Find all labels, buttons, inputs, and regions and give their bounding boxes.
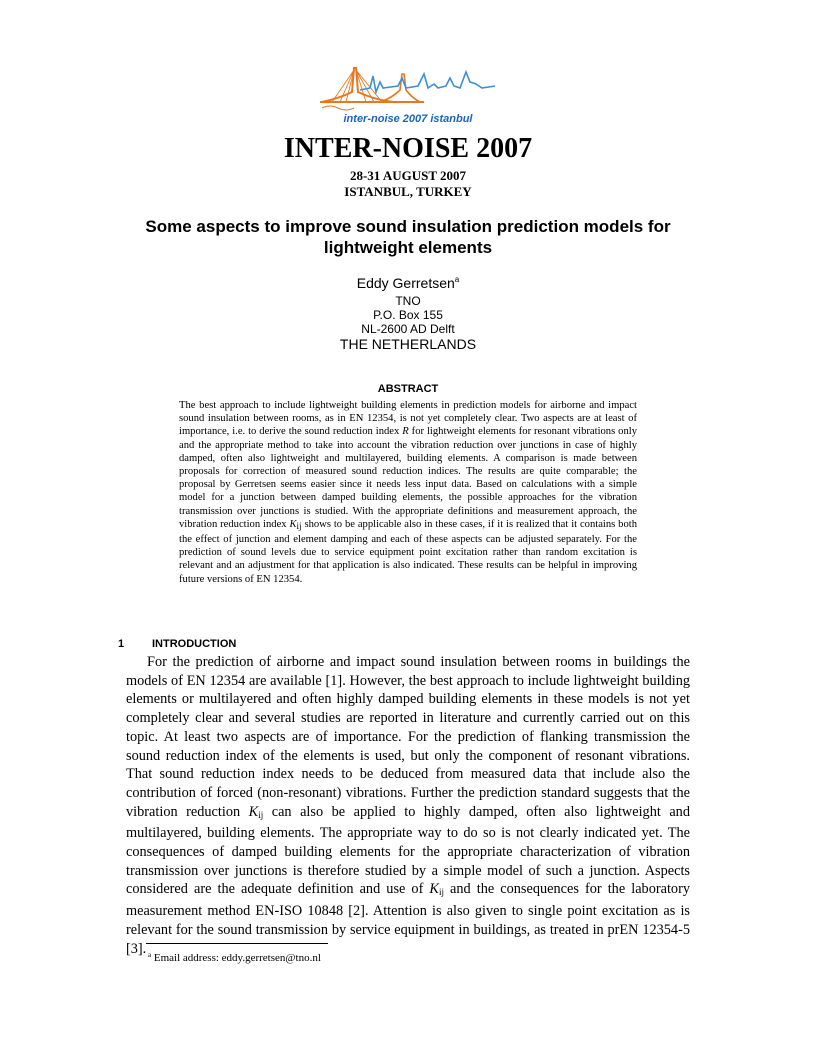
author-line xyxy=(0,275,816,291)
subscript-ij: ij xyxy=(258,809,264,820)
author-address-line-1: P.O. Box 155 xyxy=(373,308,443,322)
abstract-text: The best approach to include lightweight building elements in prediction models for airborne and impact sound insulation between rooms, as in EN 12354, is not yet completely clear. Two aspects are at least of importance, i.e. to derive the sound reduction index R for lightweight elements for resonant vibrations only and the appropriate method to take into account the vibration reduction over junctions in case of highly damped, often also lightweight and multilayered, building elements. A comparison is made between proposals for correction of measured sound reduction indices. The results are quite comparable; the proposal by Gerretsen seems easier since it needs less input data. Based on calculations with a simple model for a junction between damped building elements, the possible approaches for the vibration transmission over junctions is studied. With the appropriate definitions and measurement approach, the vibration reduction index $K_{ij}$ shows to be applicable also in these cases, if it is realized that it contains both the effect of junction and element damping and each of these aspects can be adjusted separately. For the prediction of sound levels due to service equipment point excitation rather than random excitation is relevant and an adjustment for that application is also indicated. These results can be helpful in improving future versions of EN 12354. xyxy=(179,400,638,585)
footnote-divider xyxy=(146,943,328,944)
symbol-K: K xyxy=(289,518,297,530)
conference-title: INTER-NOISE 2007 xyxy=(283,133,533,164)
author-name: Eddy Gerretsen xyxy=(356,275,455,291)
introduction-paragraph: For the prediction of airborne and impact sound insulation between rooms in buildings the models of EN 12354 are available [1]. However, the best approach to include lightweight building elements or multilayered and often highly damped building elements in these models is not yet completely clear and several studies are reported in literature and currently carried out on this topic. At least two aspects are of importance. For the prediction of flanking transmission the sound reduction index of the elements is used, but only the component of resonant vibrations. That sound reduction index needs to be deduced from measured data that include also the contribution of forced (non-resonant) vibrations. Further the prediction standard suggests that the vibration reduction $K_{ij}$ can also be applied to highly damped, often also lightweight and multilayered, building elements. The appropriate way to do so is not clearly indicated yet. The consequences of damped building elements for the appropriate characterization of vibration transmission over junctions is therefore studied by a simple model of such a junction. Aspects considered are the adequate definition and use of $K_{ij}$ and the consequences for the laboratory measurement method EN-ISO 10848 [2]. Attention is also given to single point excitation as is relevant for the sound transmission by service equipment in buildings, as treated in prEN 12354-5 [3]. xyxy=(126,654,690,957)
conference-date: 28-31 AUGUST 2007 xyxy=(349,168,467,183)
footnote xyxy=(148,951,321,964)
bridge-icon xyxy=(320,68,424,110)
author-address-line-2: NL-2600 AD Delft xyxy=(361,322,455,336)
paper-title: Some aspects to improve sound insulation prediction models for lightweight elements xyxy=(145,217,671,257)
logo-text: inter-noise 2007 istanbul xyxy=(343,113,473,125)
author-footnote-marker: a xyxy=(454,275,460,284)
subscript-ij: ij xyxy=(438,887,444,898)
footnote-email: Email address: eddy.gerretsen@tno.nl xyxy=(151,952,321,964)
conference-location: ISTANBUL, TURKEY xyxy=(344,184,472,199)
footnote-marker: a xyxy=(148,951,152,959)
symbol-K: K xyxy=(248,803,259,820)
abstract-heading: ABSTRACT xyxy=(377,383,439,395)
subscript-ij: ij xyxy=(296,520,302,531)
conference-logo xyxy=(320,64,500,128)
author-country: THE NETHERLANDS xyxy=(339,336,477,352)
section-title: INTRODUCTION xyxy=(152,638,237,650)
symbol-R: R xyxy=(402,426,409,438)
section-number: 1 xyxy=(118,638,125,650)
author-organization: TNO xyxy=(395,294,421,308)
section-heading-introduction xyxy=(118,638,236,650)
sound-signal-icon xyxy=(360,72,495,92)
symbol-K: K xyxy=(429,881,439,898)
